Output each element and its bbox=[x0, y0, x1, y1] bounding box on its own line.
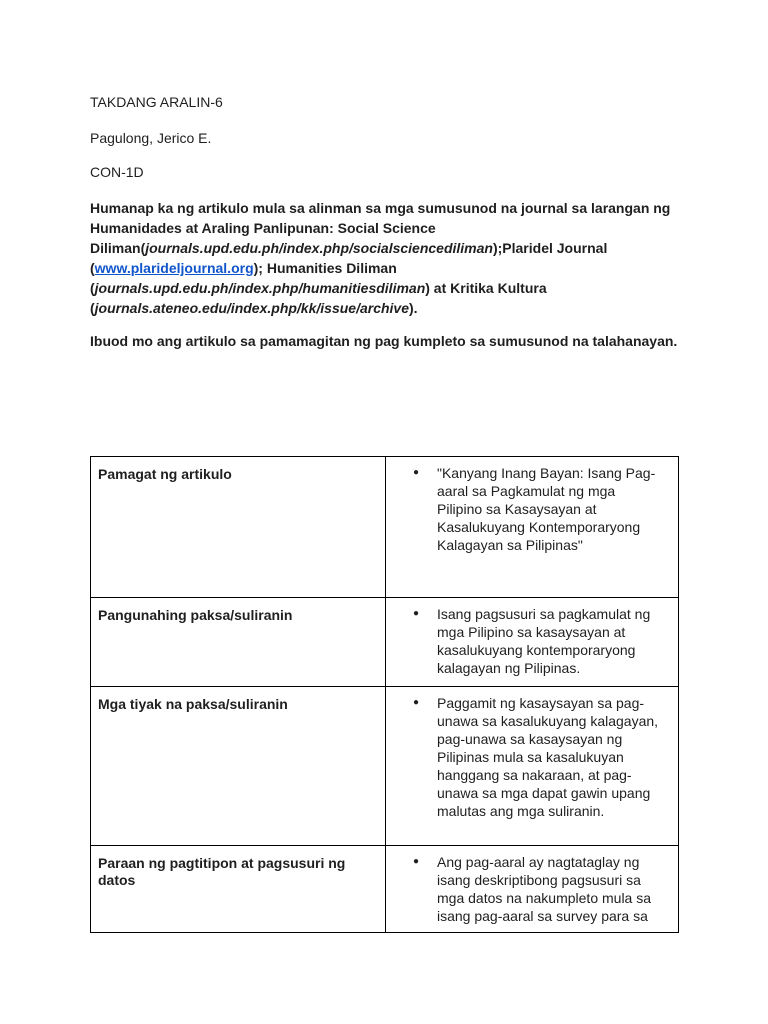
bullet-item: ● "Kanyang Inang Bayan: Isang Pag-aaral sa Pagkamulat ng mga Pilipino sa Kasaysayan at Kasalukuyang Kontemporaryong Kalagayan sa Pilipinas" bbox=[413, 464, 664, 554]
bullet-item: ● Ang pag-aaral ay nagtataglay ng isang deskriptibong pagsusuri sa mga datos na nakumpleto mula sa isang pag-aaral sa survey para sa bbox=[413, 853, 664, 925]
row-label: Pangunahing paksa/suliranin bbox=[91, 598, 386, 687]
plaridel-journal-link[interactable]: www.plarideljournal.org bbox=[94, 260, 254, 276]
row-label: Paraan ng pagtitipon at pagsusuri ng datos bbox=[91, 846, 386, 933]
table-row bbox=[91, 457, 679, 598]
assignment-title: TAKDANG ARALIN-6 bbox=[90, 94, 223, 110]
journal-url-kritika-kultura: journals.ateneo.edu/index.php/kk/issue/archive bbox=[94, 300, 409, 316]
instruction-text: );Plaridel Journal ( bbox=[90, 240, 608, 276]
bullet-item: ● Isang pagsusuri sa pagkamulat ng mga Pilipino sa kasaysayan at kasalukuyang kontemporaryong kalagayan ng Pilipinas. bbox=[413, 605, 664, 677]
instruction-paragraph-2: Ibuod mo ang artikulo sa pamamagitan ng pag kumpleto sa sumusunod na talahanayan. bbox=[90, 333, 678, 349]
table-row bbox=[91, 687, 679, 846]
journal-url-humanities-diliman: journals.upd.edu.ph/index.php/humanitiesdiliman bbox=[94, 280, 426, 296]
journal-url-social-science-diliman: journals.upd.edu.ph/index.php/socialsciencediliman bbox=[145, 240, 493, 256]
student-section: CON-1D bbox=[90, 164, 144, 180]
row-value-cell bbox=[386, 846, 679, 933]
instruction-text: ); Humanities Diliman ( bbox=[90, 260, 397, 296]
bullet-item: ● Paggamit ng kasaysayan sa pag-unawa sa kasalukuyang kalagayan, pag-unawa sa kasaysayan ng Pilipinas mula sa kasalukuyan hanggang sa nakaraan, at pag-unawa sa mga dapat gawin upang malutas ang mga suliranin. bbox=[413, 694, 664, 820]
row-value-cell bbox=[386, 598, 679, 687]
instruction-paragraph-1 bbox=[90, 198, 690, 318]
row-value-cell bbox=[386, 687, 679, 846]
table-row bbox=[91, 846, 679, 933]
table-row bbox=[91, 598, 679, 687]
instruction-text: ) at Kritika Kultura ( bbox=[90, 280, 547, 316]
instruction-text: Humanap ka ng artikulo mula sa alinman sa mga sumusunod na journal sa larangan ng Humanidades at Araling Panlipunan: Social Science Diliman( bbox=[90, 200, 671, 256]
row-label: Mga tiyak na paksa/suliranin bbox=[91, 687, 386, 846]
row-label: Pamagat ng artikulo bbox=[91, 457, 386, 598]
student-name: Pagulong, Jerico E. bbox=[90, 130, 212, 146]
summary-table bbox=[90, 456, 679, 933]
row-value-cell bbox=[386, 457, 679, 598]
instruction-text: ). bbox=[409, 300, 418, 316]
